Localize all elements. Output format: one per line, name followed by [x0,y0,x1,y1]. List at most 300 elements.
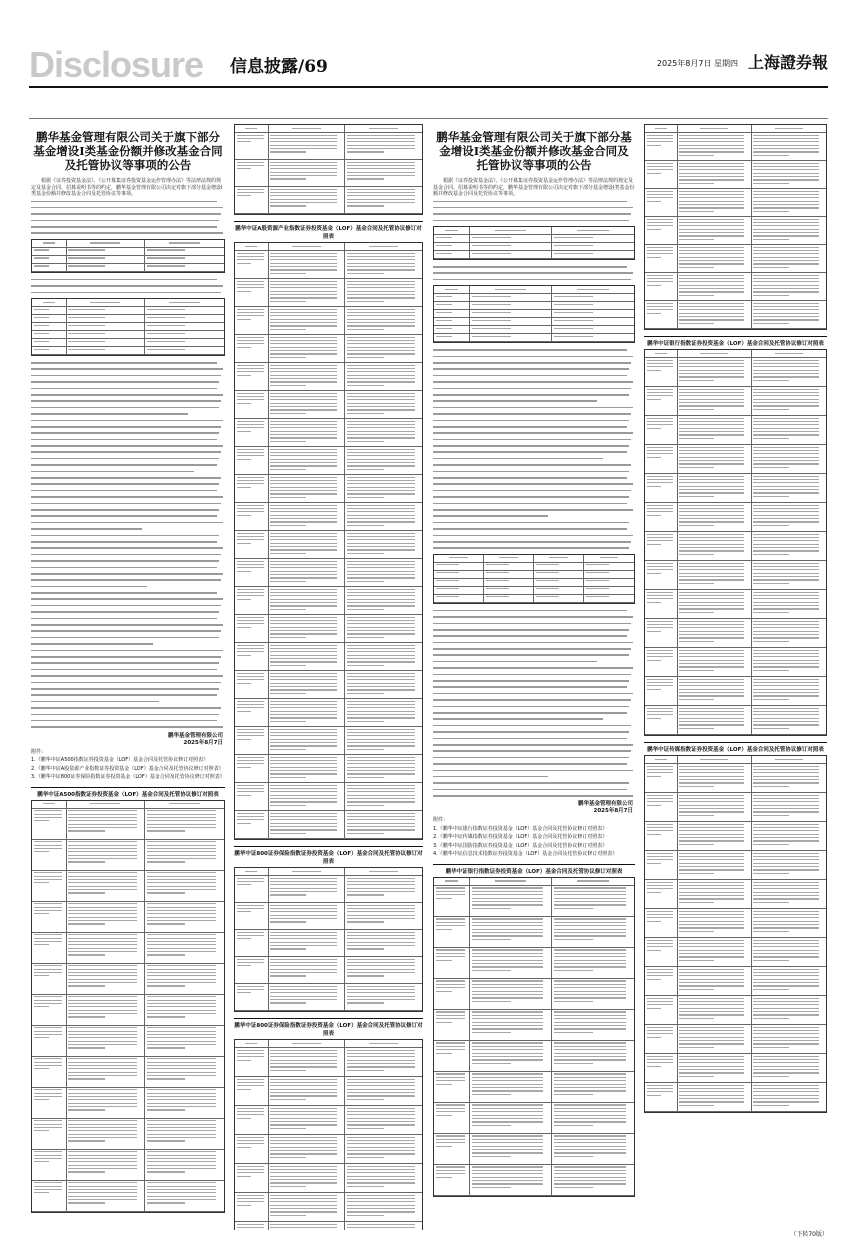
table-cell [645,445,678,473]
table-row [645,590,826,619]
text-line [433,349,627,351]
table-cell [269,363,346,390]
table-row [235,903,422,930]
table-cell [678,445,752,473]
table-cell [345,930,422,956]
table-cell [645,793,678,821]
table-row [645,648,826,677]
table-row [434,1010,634,1041]
table-cell [269,1106,346,1134]
table-cell [552,334,634,341]
table-cell [752,880,826,908]
table-cell [645,245,678,272]
table-cell [345,903,422,929]
table-cell [584,579,634,586]
table-cell [345,391,422,418]
table-cell [235,475,269,502]
article-1-attachment-1: 1.《鹏华中证A500指数证券投资基金（LOF）基金合同及托管协议修订对照表》 [31,757,209,764]
table-row [32,964,224,995]
text-line [433,757,629,759]
table-cell [269,559,346,586]
table-cell [67,331,146,338]
table-cell [32,933,67,963]
table-cell [470,917,552,947]
table-row [434,235,634,243]
table-row [434,227,634,235]
text-line [31,726,223,728]
text-line [433,616,633,618]
table-cell [269,615,346,642]
table-cell [534,587,584,594]
table-cell [434,243,470,250]
table-row [235,335,422,363]
table-row [235,1164,422,1193]
table-cell [67,307,146,314]
column-3 [431,124,637,1230]
table-row [235,876,422,903]
article-2-body-d [433,610,635,797]
table-cell [434,334,470,341]
table-cell [678,677,752,705]
table-row [32,315,224,323]
table-cell [269,503,346,530]
table-cell [434,326,470,333]
table-cell [678,245,752,272]
table-cell [235,125,269,132]
table-row [32,1119,224,1150]
table-cell [269,876,346,902]
table-row [235,559,422,587]
table-cell [345,503,422,530]
table-cell [645,967,678,995]
table-cell [345,587,422,614]
table-cell [269,755,346,782]
text-line [31,432,219,434]
table-cell [345,699,422,726]
revision-table-insurance-2 [234,1039,423,1230]
table-cell [470,1010,552,1040]
revision-table-a500-cont [234,124,423,215]
table-cell [645,125,678,132]
table-cell [645,590,678,618]
section-title: 信息披露/69 [230,57,328,77]
table-cell [645,273,678,300]
table-cell [32,1150,67,1180]
table-row [645,217,826,245]
table-row [645,350,826,358]
fund-list-table-1 [31,239,225,273]
text-line [433,266,627,268]
table-cell [235,671,269,698]
table-cell [752,677,826,705]
table-cell [345,783,422,810]
revision-table-bank-2 [644,349,827,736]
table-cell [345,1135,422,1163]
table-cell [645,350,678,357]
table-cell [345,419,422,446]
table-cell [470,286,552,293]
table-cell [235,811,269,838]
disclosure-logo: Disclosure [29,44,204,85]
article-2-body-b [433,266,635,280]
table-cell [345,1164,422,1192]
text-line [433,776,548,778]
table-row [434,310,634,318]
text-line [433,445,629,447]
table-cell [645,1025,678,1053]
table-cell [752,133,826,160]
table-cell [434,294,470,301]
text-line [31,496,223,498]
text-line [31,420,223,422]
table-row [645,358,826,387]
table-cell [269,1193,346,1221]
table-cell [235,559,269,586]
table-row [645,301,826,329]
table-cell [345,1048,422,1076]
table-cell [434,286,470,293]
table-cell [484,563,534,570]
text-line [433,674,631,676]
table-row [645,938,826,967]
text-line [433,522,629,524]
text-line [31,445,223,447]
table-cell [269,587,346,614]
table-row [434,579,634,587]
table-cell [434,1165,470,1195]
table-row [235,587,422,615]
table-cell [67,315,146,322]
text-line [31,220,219,222]
table-cell [484,571,534,578]
table-cell [269,1077,346,1105]
text-line [433,744,633,746]
table-row [645,793,826,822]
table-cell [470,1103,552,1133]
table-row [645,1025,826,1054]
table-cell [434,235,470,242]
table-cell [235,1077,269,1105]
table-cell [470,948,552,978]
table-row [645,619,826,648]
table-cell [552,251,634,258]
table-row [235,1135,422,1164]
table-cell [645,561,678,589]
table-cell [752,474,826,502]
table-cell [345,447,422,474]
article-2-attachment-4: 4.《鹏华中证信息技术指数证券投资基金（LOF）基金合同及托管协议修订对照表》 [433,851,618,858]
table-cell [584,571,634,578]
revision-table-bank [433,877,635,1197]
table-cell [470,1041,552,1071]
table-cell [752,532,826,560]
table-cell [678,756,752,763]
table-row [434,243,634,251]
text-line [31,375,221,377]
table-cell [552,1010,634,1040]
text-line [31,624,223,626]
table-cell [752,561,826,589]
table-cell [269,903,346,929]
text-line [31,426,221,428]
table-row [235,1077,422,1106]
text-line [31,720,217,722]
table-cell [584,563,634,570]
table-cell [67,299,146,306]
table-cell [434,1010,470,1040]
table-cell [434,587,484,594]
table-cell [145,299,224,306]
table-cell [534,595,584,602]
table-cell [552,1165,634,1195]
table-cell [678,1025,752,1053]
table-cell [470,310,552,317]
table-cell [67,1088,146,1118]
table-cell [345,957,422,983]
table-cell [345,876,422,902]
table-cell [145,307,224,314]
table-cell [145,1057,224,1087]
table-cell [678,706,752,734]
table-cell [32,315,67,322]
table-cell [678,416,752,444]
table-row [434,555,634,563]
table-cell [552,310,634,317]
table-cell [678,822,752,850]
text-line [31,579,221,581]
article-2-sign-company: 鹏华基金管理有限公司 [577,801,633,808]
table-row [235,615,422,643]
table-cell [645,416,678,444]
table-cell [67,1026,146,1056]
article-2-sign-date: 2025年8月7日 [593,808,633,815]
table-cell [67,339,146,346]
table-cell [678,996,752,1024]
table-cell [645,648,678,676]
table-row [235,419,422,447]
table-cell [645,189,678,216]
table-cell [145,1119,224,1149]
table-cell [145,995,224,1025]
table-cell [32,248,67,255]
table-cell [269,1040,346,1047]
table-row [434,294,634,302]
table-cell [534,563,584,570]
text-line [31,394,223,396]
table-cell [32,323,67,330]
column-1 [29,124,227,1230]
revision-table-media [644,755,827,1113]
table-cell [552,917,634,947]
table-cell [752,1083,826,1111]
text-line [433,368,629,370]
table-cell [32,902,67,932]
text-line [31,522,223,524]
table-row [645,474,826,503]
text-line [433,725,631,727]
table-cell [235,363,269,390]
table-cell [752,590,826,618]
table-cell [552,294,634,301]
article-1-sign-date: 2025年8月7日 [183,739,223,746]
table-cell [269,1222,346,1230]
table-row [235,984,422,1011]
table-cell [678,561,752,589]
table-row [235,133,422,160]
table-cell [269,335,346,362]
table-cell [645,764,678,792]
col4-table2-title: 鹏华中证传媒指数证券投资基金（LOF）基金合同及托管协议修订对照表 [644,742,827,753]
text-line [433,432,633,434]
table-cell [235,1164,269,1192]
table-cell [752,125,826,132]
table-cell [534,579,584,586]
table-cell [678,909,752,937]
table-row [235,783,422,811]
text-line [433,535,633,537]
table-row [645,1054,826,1083]
table-cell [645,358,678,386]
table-cell [552,227,634,234]
table-cell [235,1040,269,1047]
table-row [645,1083,826,1112]
table-cell [345,125,422,132]
table-cell [752,851,826,879]
table-cell [67,248,146,255]
table-cell [678,387,752,415]
revision-table-insurance [234,867,423,1012]
table-cell [552,318,634,325]
table-cell [269,475,346,502]
table-cell [235,243,269,250]
table-cell [552,886,634,916]
table-cell [678,273,752,300]
table-row [235,531,422,559]
article-1-attachment-0: 附件： [31,748,47,755]
table-cell [145,256,224,263]
table-cell [145,1181,224,1211]
table-cell [345,133,422,159]
table-cell [345,868,422,875]
text-line [31,201,217,203]
table-cell [645,503,678,531]
table-cell [345,671,422,698]
table-row [32,307,224,315]
text-line [433,712,627,714]
table-cell [145,264,224,271]
table-row [434,334,634,342]
table-cell [645,851,678,879]
table-cell [145,347,224,354]
table-cell [345,1106,422,1134]
table-cell [552,243,634,250]
text-line [31,515,217,517]
table-cell [345,160,422,186]
text-line [31,400,221,402]
table-cell [67,995,146,1025]
table-cell [434,595,484,602]
table-cell [269,243,346,250]
article-1-signature [33,733,223,747]
table-cell [145,1150,224,1180]
table-cell [145,902,224,932]
table-row [32,995,224,1026]
table-cell [235,903,269,929]
text-line [31,656,221,658]
table-cell [752,387,826,415]
text-line [433,279,631,281]
table-row [235,868,422,876]
table-cell [345,615,422,642]
table-cell [752,648,826,676]
table-row [235,363,422,391]
table-cell [678,133,752,160]
text-line [31,573,223,575]
table-cell [534,571,584,578]
table-cell [470,318,552,325]
text-line [433,782,629,784]
table-cell [145,315,224,322]
table-row [235,1222,422,1230]
text-line [433,471,629,473]
text-line [433,362,631,364]
table-cell [678,217,752,244]
text-line [433,477,627,479]
table-cell [269,930,346,956]
table-cell [752,1025,826,1053]
table-cell [145,1088,224,1118]
table-cell [32,240,67,247]
fund-list-table-5 [433,554,635,604]
text-line [433,699,631,701]
table-row [235,930,422,957]
text-line [433,610,627,612]
table-cell [534,555,584,562]
table-cell [345,363,422,390]
table-cell [235,160,269,186]
table-cell [484,555,534,562]
table-cell [434,1041,470,1071]
text-line [433,515,548,517]
table-row [235,503,422,531]
table-cell [678,189,752,216]
table-cell [67,1057,146,1087]
text-line [433,400,597,402]
table-cell [645,532,678,560]
table-row [32,347,224,355]
table-cell [645,996,678,1024]
table-row [235,1193,422,1222]
fund-list-table-2 [31,298,225,356]
text-line [31,547,223,549]
table-cell [752,358,826,386]
table-cell [645,387,678,415]
text-line [433,623,631,625]
table-cell [235,279,269,306]
text-line [433,648,631,650]
table-cell [645,880,678,908]
text-line [31,662,219,664]
table-cell [269,447,346,474]
table-cell [678,793,752,821]
table-cell [552,326,634,333]
table-cell [235,133,269,159]
table-cell [235,727,269,754]
table-cell [67,1150,146,1180]
text-line [433,451,627,453]
col2-table3-title: 鹏华中证800证券保险指数证券投资基金（LOF）基金合同及托管协议修订对照表 [234,1018,423,1037]
table-cell [552,286,634,293]
